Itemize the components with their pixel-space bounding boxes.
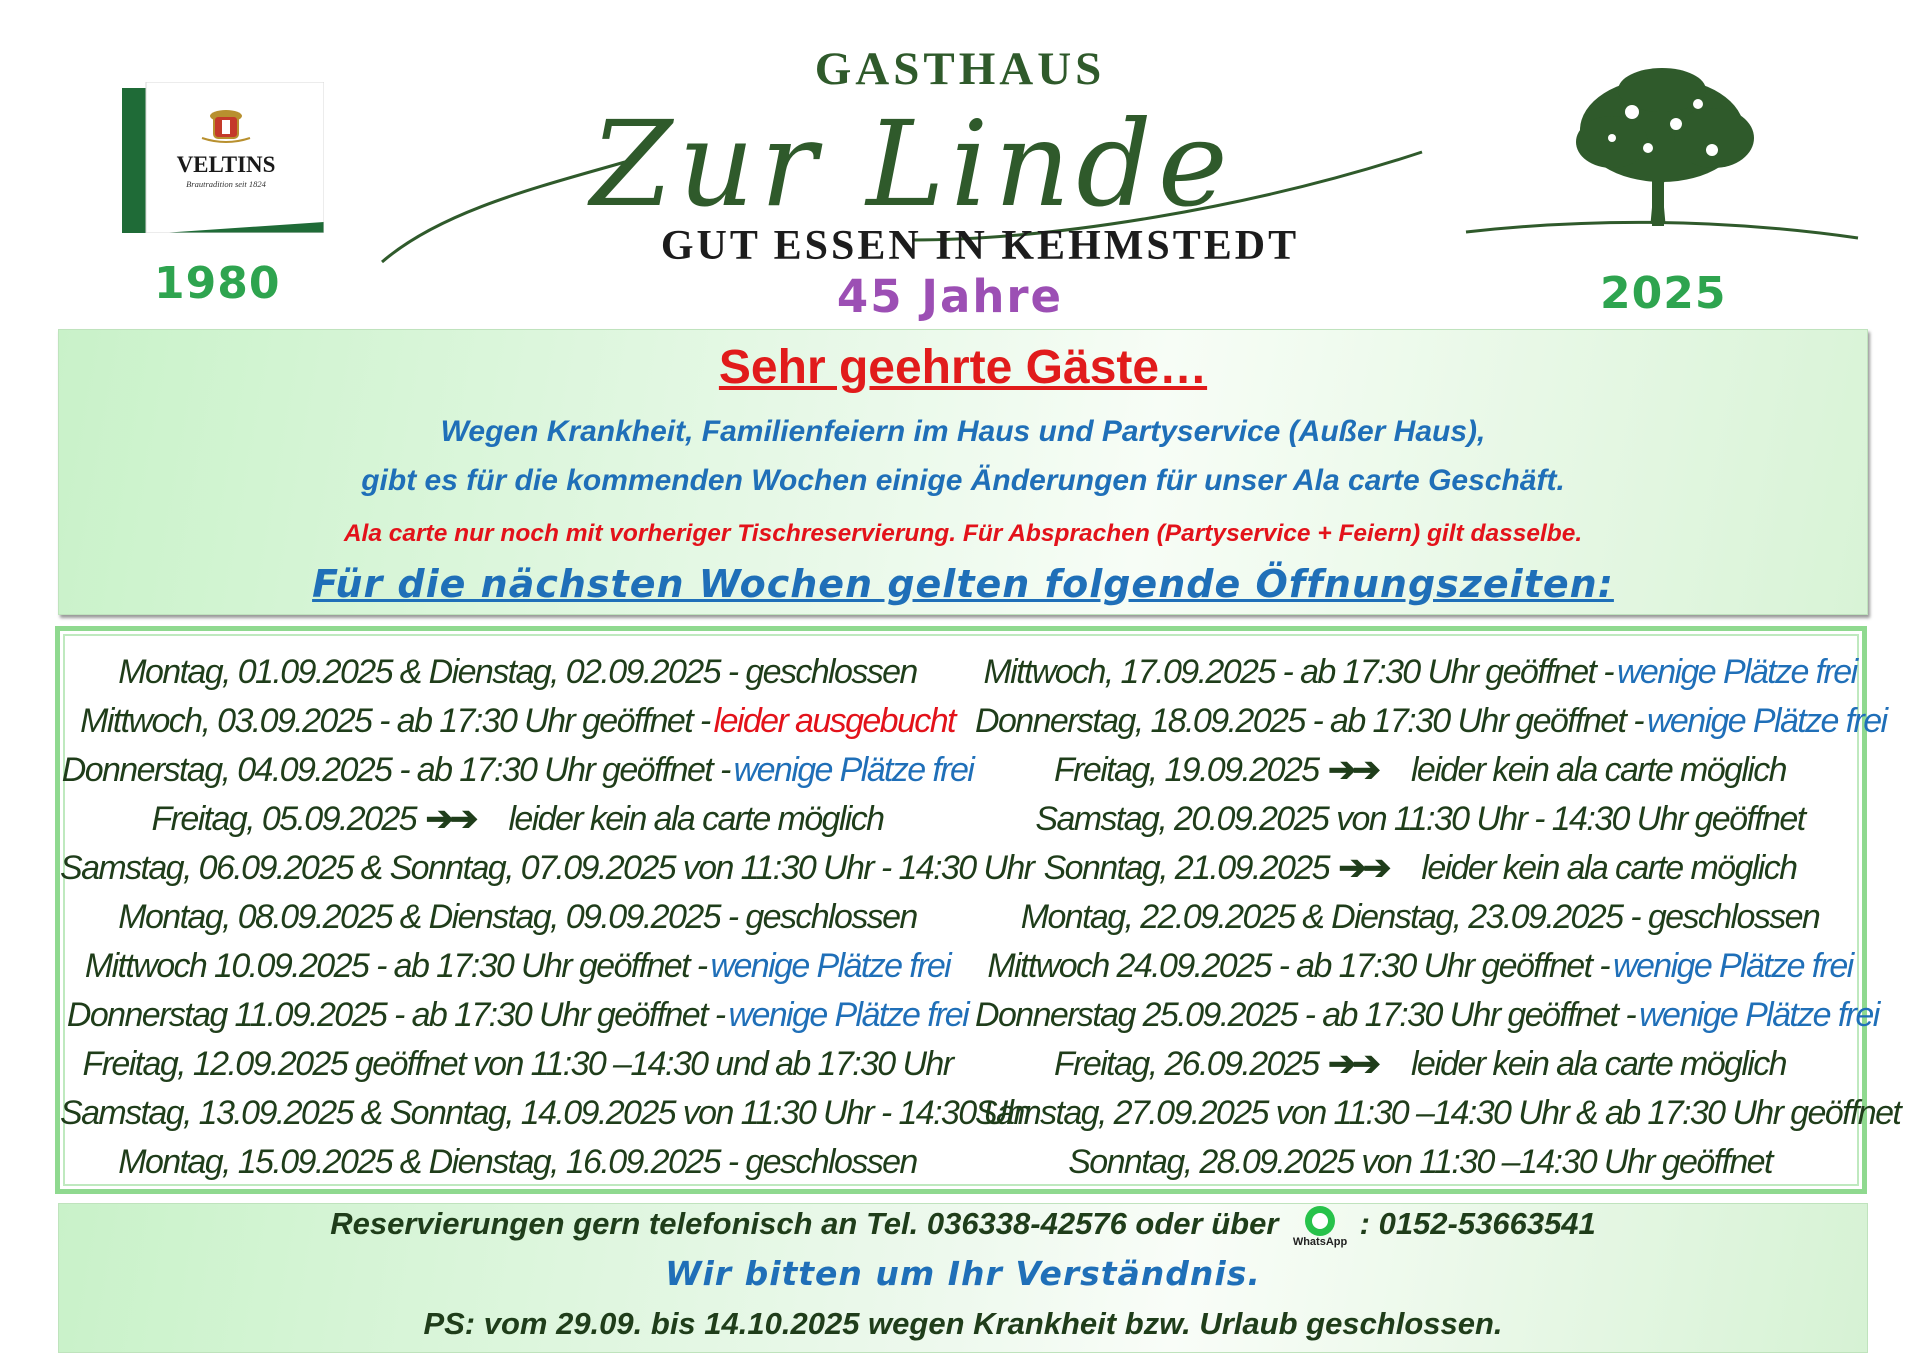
schedule-date-text: Samstag, 20.09.2025 von 11:30 Uhr - 14:30 Uhr geöffnet (1035, 800, 1805, 838)
schedule-row (60, 844, 1034, 893)
notice-line-reason: Wegen Krankheit, Familienfeiern im Haus und Partyservice (Außer Haus), (440, 415, 1486, 448)
schedule-date-text: Donnerstag 11.09.2025 - ab 17:30 Uhr geöffnet - (66, 996, 725, 1034)
notice-panel (58, 329, 1868, 615)
vacation-note: PS: vom 29.09. bis 14.10.2025 wegen Krankheit bzw. Urlaub geschlossen. (423, 1306, 1503, 1341)
reservation-line (59, 1206, 1867, 1246)
schedule-row (975, 795, 1865, 844)
schedule-row (60, 1138, 975, 1187)
schedule-row (60, 746, 975, 795)
schedule-row (60, 1040, 975, 1089)
gasthaus-heading: GASTHAUS (814, 43, 1106, 95)
schedule-date-text: Montag, 01.09.2025 & Dienstag, 02.09.2025 - geschlossen (118, 653, 917, 691)
tagline: GUT ESSEN IN KEHMSTEDT (660, 223, 1300, 269)
notice-line-hours-heading: Für die nächsten Wochen gelten folgende Öffnungszeiten: (312, 562, 1614, 606)
schedule-date-text: Freitag, 12.09.2025 geöffnet von 11:30 –14:30 und ab 17:30 Uhr (82, 1045, 953, 1083)
schedule-date-text: Sonntag, 28.09.2025 von 11:30 –14:30 Uhr geöffnet (1068, 1143, 1772, 1181)
availability-status: wenige Plätze frei (1613, 947, 1853, 985)
double-right-arrow-icon: ➔➔ (1332, 849, 1388, 887)
schedule-row (60, 648, 975, 697)
schedule-date-text: Sonntag, 21.09.2025 (1043, 849, 1329, 887)
schedule-row (975, 991, 1879, 1040)
year-current: 2025 (1600, 268, 1727, 319)
whatsapp-number: : 0152-53663541 (1359, 1206, 1596, 1242)
contact-panel (58, 1203, 1868, 1353)
whatsapp-icon (1289, 1206, 1349, 1246)
availability-status: leider ausgebucht (713, 702, 955, 740)
schedule-row (975, 942, 1865, 991)
availability-status: wenige Plätze frei (733, 751, 974, 789)
schedule-row (975, 648, 1865, 697)
schedule-date-text: Samstag, 06.09.2025 & Sonntag, 07.09.2025 von 11:30 Uhr - 14:30 Uhr (60, 849, 1034, 887)
schedule-column-left (60, 648, 1034, 1187)
schedule-date-text: Montag, 22.09.2025 & Dienstag, 23.09.2025 - geschlossen (1020, 898, 1820, 936)
availability-status: leider kein ala carte möglich (508, 800, 884, 838)
availability-status: wenige Plätze frei (1646, 702, 1887, 740)
jubilee-label: 45 Jahre (836, 270, 1064, 323)
schedule-row (975, 1040, 1865, 1089)
schedule-row (60, 697, 975, 746)
schedule-row (975, 844, 1865, 893)
schedule-row (60, 942, 975, 991)
availability-status: wenige Plätze frei (710, 947, 951, 985)
schedule-row (975, 1089, 1901, 1138)
notice-line-changes: gibt es für die kommenden Wochen einige Änderungen für unser Ala carte Geschäft. (361, 464, 1565, 497)
schedule-date-text: Freitag, 05.09.2025 (151, 800, 416, 838)
schedule-date-text: Mittwoch 24.09.2025 - ab 17:30 Uhr geöffnet - (987, 947, 1610, 985)
schedule-row (60, 1089, 1034, 1138)
availability-status: leider kein ala carte möglich (1410, 751, 1786, 789)
availability-status: leider kein ala carte möglich (1421, 849, 1797, 887)
year-founded: 1980 (154, 258, 281, 309)
veltins-logo (122, 82, 324, 233)
schedule-date-text: Mittwoch, 03.09.2025 - ab 17:30 Uhr geöffnet - (80, 702, 710, 740)
notice-line-reservation: Ala carte nur noch mit vorheriger Tischreservierung. Für Absprachen (Partyservice + Feiern) gilt dasselbe. (343, 520, 1583, 547)
whatsapp-label: WhatsApp (1292, 1236, 1348, 1248)
schedule-row (60, 893, 975, 942)
notice-title: Sehr geehrte Gäste… (718, 341, 1208, 394)
schedule-date-text: Donnerstag, 04.09.2025 - ab 17:30 Uhr geöffnet - (61, 751, 730, 789)
schedule-date-text: Montag, 08.09.2025 & Dienstag, 09.09.2025 - geschlossen (118, 898, 917, 936)
thanks-line: Wir bitten um Ihr Verständnis. (665, 1254, 1261, 1293)
schedule-date-text: Mittwoch, 17.09.2025 - ab 17:30 Uhr geöffnet - (983, 653, 1613, 691)
availability-status: wenige Plätze frei (1639, 996, 1879, 1034)
schedule-row (975, 697, 1887, 746)
schedule-date-text: Freitag, 26.09.2025 (1054, 1045, 1319, 1083)
schedule-date-text: Mittwoch 10.09.2025 - ab 17:30 Uhr geöffnet - (84, 947, 707, 985)
schedule-row (975, 893, 1865, 942)
availability-status: leider kein ala carte möglich (1410, 1045, 1786, 1083)
linden-tree-icon (1462, 60, 1862, 260)
availability-status: wenige Plätze frei (1616, 653, 1857, 691)
opening-hours-box (55, 626, 1901, 1194)
double-right-arrow-icon: ➔➔ (1322, 1045, 1377, 1083)
veltins-subline: Brautradition seit 1824 (186, 179, 266, 189)
schedule-date-text: Samstag, 27.09.2025 von 11:30 –14:30 Uhr & ab 17:30 Uhr geöffnet (975, 1094, 1901, 1132)
schedule-row (975, 1138, 1865, 1187)
double-right-arrow-icon: ➔➔ (420, 800, 475, 838)
schedule-date-text: Donnerstag, 18.09.2025 - ab 17:30 Uhr geöffnet - (975, 702, 1643, 740)
schedule-date-text: Samstag, 13.09.2025 & Sonntag, 14.09.2025 von 11:30 Uhr - 14:30 Uhr (60, 1094, 1034, 1132)
schedule-date-text: Donnerstag 25.09.2025 - ab 17:30 Uhr geöffnet - (975, 996, 1636, 1034)
schedule-date-text: Freitag, 19.09.2025 (1054, 751, 1319, 789)
schedule-row (60, 795, 975, 844)
reservation-phone-text: Reservierungen gern telefonisch an Tel. 036338-42576 oder über (330, 1206, 1279, 1242)
availability-status: wenige Plätze frei (728, 996, 969, 1034)
schedule-row (975, 746, 1865, 795)
double-right-arrow-icon: ➔➔ (1322, 751, 1377, 789)
schedule-row (60, 991, 975, 1040)
restaurant-name: Zur Linde (590, 95, 1234, 233)
schedule-column-right (975, 648, 1901, 1187)
veltins-wordmark: VELTINS (176, 152, 276, 177)
schedule-date-text: Montag, 15.09.2025 & Dienstag, 16.09.2025 - geschlossen (118, 1143, 917, 1181)
